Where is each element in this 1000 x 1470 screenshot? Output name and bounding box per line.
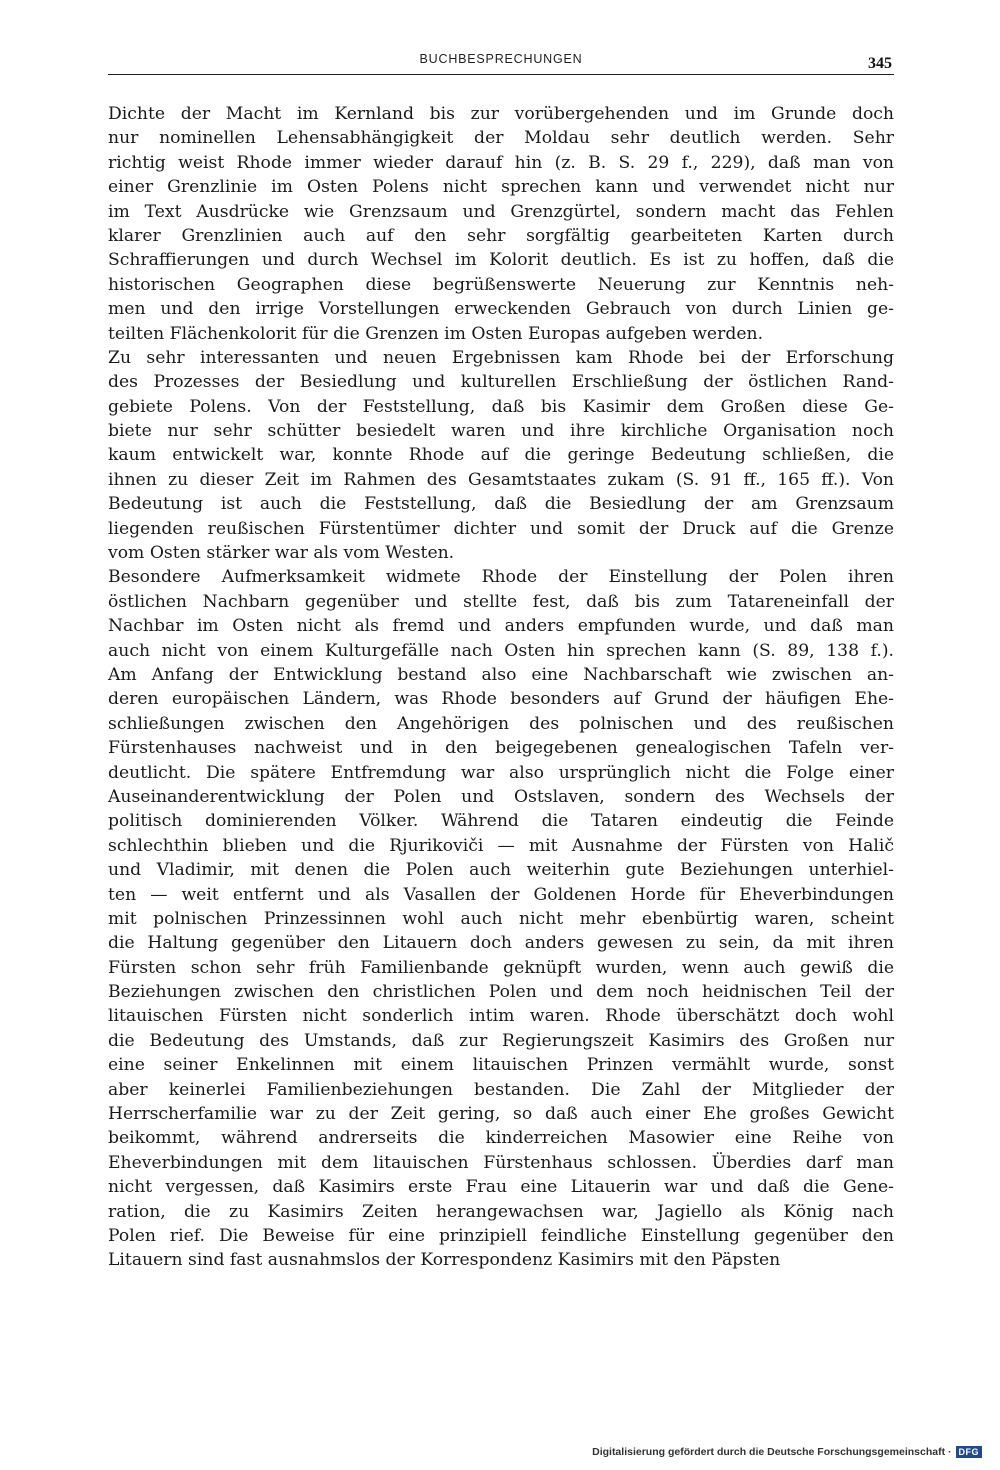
text-line: gebiete Polens. Von der Feststellung, daß bis Kasimir dem Großen diese Ge- [108, 396, 894, 417]
text-line: im Text Ausdrücke wie Grenzsaum und Grenzgürtel, sondern macht das Fehlen [108, 201, 894, 222]
text-line: vom Osten stärker war als vom Westen. [108, 543, 455, 564]
text-line: einer Grenzlinie im Osten Polens nicht sprechen kann und verwendet nicht nur [108, 177, 894, 198]
text-line: Herrscherfamilie war zu der Zeit gering, so daß auch einer Ehe großes Gewicht [108, 1104, 894, 1125]
text-line: ten — weit entfernt und als Vasallen der Goldenen Horde für Eheverbindungen [108, 884, 894, 905]
text-line: Bedeutung ist auch die Feststellung, daß die Besiedlung der am Grenzsaum [108, 494, 894, 515]
text-line: nur nominellen Lehensabhängigkeit der Moldau sehr deutlich werden. Sehr [108, 128, 894, 149]
text-line: litauischen Fürsten nicht sonderlich intim waren. Rhode überschätzt doch wohl [108, 1006, 894, 1027]
text-line: auch nicht von einem Kulturgefälle nach Osten hin sprechen kann (S. 89, 138 f.). [108, 640, 894, 661]
text-line: und Vladimir, mit denen die Polen auch weiterhin gute Beziehungen unterhiel- [108, 860, 894, 881]
credit-text: Digitalisierung gefördert durch die Deutsche Forschungsgemeinschaft · [592, 1446, 952, 1458]
text-line: eine seiner Enkelinnen mit einem litauischen Prinzen vermählt wurde, sonst [108, 1055, 894, 1076]
page-number: 345 [868, 55, 892, 72]
text-line: Schraffierungen und durch Wechsel im Kolorit deutlich. Es ist zu hoffen, daß die [108, 250, 894, 271]
body-text [108, 102, 894, 1273]
text-line: historischen Geographen diese begrüßenswerte Neuerung zur Kenntnis neh- [108, 274, 894, 295]
text-line: Zu sehr interessanten und neuen Ergebnissen kam Rhode bei der Erforschung [108, 347, 894, 368]
text-line: Besondere Aufmerksamkeit widmete Rhode der Einstellung der Polen ihren [108, 567, 894, 588]
text-line: die Haltung gegenüber den Litauern doch anders gewesen zu sein, da mit ihren [108, 933, 894, 954]
text-line: schlechthin blieben und die Rjurikoviči — mit Ausnahme der Fürsten von Halič [108, 835, 894, 856]
text-line: Litauern sind fast ausnahmslos der Korrespondenz Kasimirs mit den Päpsten [108, 1250, 781, 1271]
text-line: klarer Grenzlinien auch auf den sehr sorgfältig gearbeiteten Karten durch [108, 225, 894, 246]
text-line: Eheverbindungen mit dem litauischen Fürstenhaus schlossen. Überdies darf man [108, 1152, 894, 1173]
text-line: östlichen Nachbarn gegenüber und stellte fest, daß bis zum Tatareneinfall der [108, 591, 894, 612]
text-line: schließungen zwischen den Angehörigen des polnischen und des reußischen [108, 713, 894, 734]
text-line: ration, die zu Kasimirs Zeiten herangewachsen war, Jagiello als König nach [108, 1201, 894, 1222]
running-title: BUCHBESPRECHUNGEN [419, 52, 583, 66]
text-line: Beziehungen zwischen den christlichen Polen und dem noch heidnischen Teil der [108, 982, 894, 1003]
text-line: kaum entwickelt war, konnte Rhode auf die geringe Bedeutung schließen, die [108, 445, 894, 466]
text-line: mit polnischen Prinzessinnen wohl auch nicht mehr ebenbürtig waren, scheint [108, 908, 894, 929]
dfg-logo: DFG [956, 1446, 983, 1458]
text-line: aber keinerlei Familienbeziehungen bestanden. Die Zahl der Mitglieder der [108, 1079, 894, 1100]
text-line: deutlicht. Die spätere Entfremdung war also ursprünglich nicht die Folge einer [108, 762, 894, 783]
text-line: Nachbar im Osten nicht als fremd und anders empfunden wurde, und daß man [108, 616, 894, 637]
text-line: biete nur sehr schütter besiedelt waren und ihre kirchliche Organisation noch [108, 421, 894, 442]
text-line: nicht vergessen, daß Kasimirs erste Frau eine Litauerin war und daß die Gene- [108, 1177, 894, 1198]
text-line: richtig weist Rhode immer wieder darauf hin (z. B. S. 29 f., 229), daß man von [108, 152, 894, 173]
text-line: Fürstenhauses nachweist und in den beigegebenen genealogischen Tafeln ver- [108, 738, 894, 759]
text-line: Auseinanderentwicklung der Polen und Ostslaven, sondern des Wechsels der [108, 786, 894, 807]
digitization-credit [592, 1446, 982, 1458]
text-line: Fürsten schon sehr früh Familienbande geknüpft wurden, wenn auch gewiß die [108, 957, 894, 978]
text-line: teilten Flächenkolorit für die Grenzen im Osten Europas aufgeben werden. [108, 323, 764, 344]
page-header [108, 50, 894, 75]
text-line: Dichte der Macht im Kernland bis zur vorübergehenden und im Grunde doch [108, 104, 894, 124]
text-line: des Prozesses der Besiedlung und kulturellen Erschließung der östlichen Rand- [108, 372, 894, 393]
text-line: liegenden reußischen Fürstentümer dichter und somit der Druck auf die Grenze [108, 518, 894, 539]
text-line: beikommt, während andrerseits die kinderreichen Masowier eine Reihe von [108, 1128, 894, 1149]
text-line: men und den irrige Vorstellungen erweckenden Gebrauch von durch Linien ge- [108, 299, 894, 320]
text-line: Polen rief. Die Beweise für eine prinzipiell feindliche Einstellung gegenüber den [108, 1225, 894, 1246]
text-line: politisch dominierenden Völker. Während die Tataren eindeutig die Feinde [108, 811, 894, 832]
text-line: deren europäischen Ländern, was Rhode besonders auf Grund der häufigen Ehe- [108, 689, 894, 710]
text-line: Am Anfang der Entwicklung bestand also eine Nachbarschaft wie zwischen an- [108, 664, 894, 685]
text-line: die Bedeutung des Umstands, daß zur Regierungszeit Kasimirs des Großen nur [108, 1030, 894, 1051]
text-line: ihnen zu dieser Zeit im Rahmen des Gesamtstaates zukam (S. 91 ff., 165 ff.). Von [108, 469, 894, 490]
